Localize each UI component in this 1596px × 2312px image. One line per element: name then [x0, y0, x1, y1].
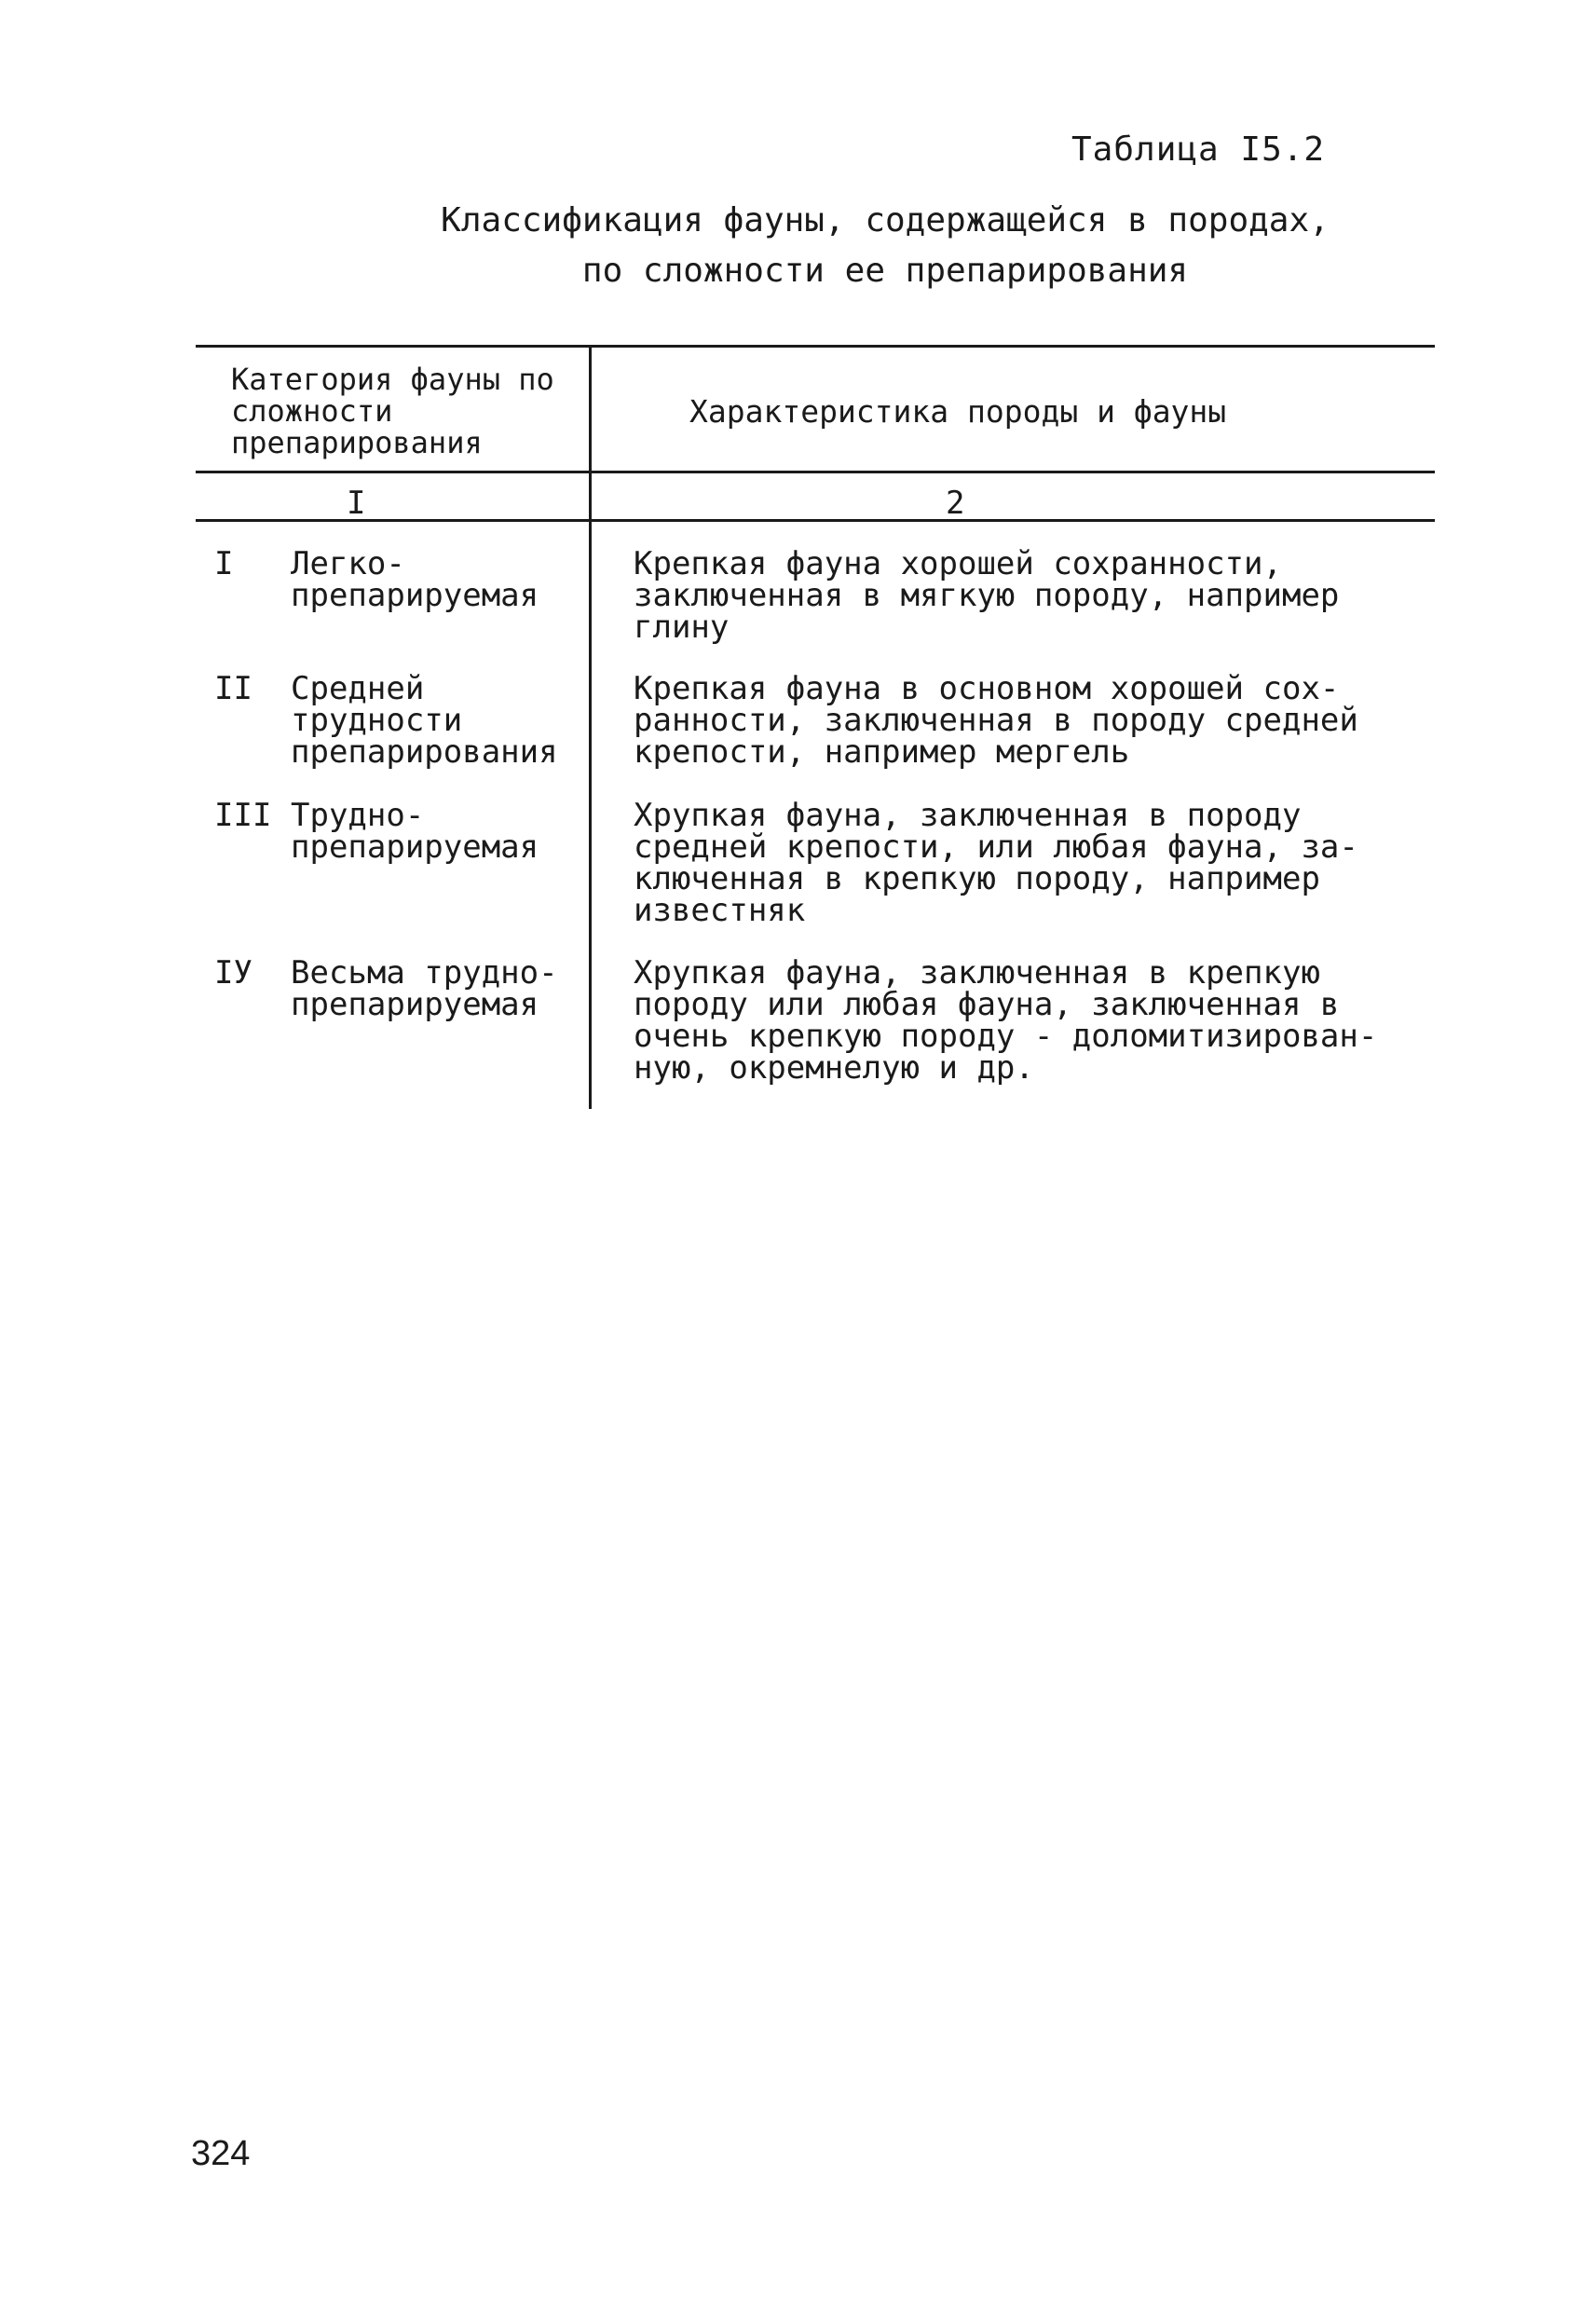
column-divider: [589, 345, 592, 1109]
row-category: Весьма трудно- препарируемая: [291, 954, 558, 1023]
row-category: Средней трудности препарирования: [291, 670, 558, 771]
column-number-1: I: [347, 485, 366, 522]
row-roman-numeral: II: [214, 670, 252, 707]
table-caption: [391, 196, 1379, 296]
caption-line-1: Классификация фауны, содержащейся в породах,: [441, 201, 1330, 239]
row-category: Легко- препарируемая: [291, 545, 539, 614]
row-category: Трудно- препарируемая: [291, 797, 539, 866]
caption-line-2: по сложности ее препарирования: [581, 252, 1189, 290]
row-roman-numeral: I: [214, 545, 234, 582]
header-bottom-rule: [196, 471, 1435, 473]
page-number: 324: [191, 2134, 251, 2173]
table-top-rule: [196, 345, 1435, 348]
row-description: Хрупкая фауна, заключенная в породу средней крепости, или любая фауна, за- ключенная в крепкую породу, например известняк: [634, 797, 1358, 929]
column-number-2: 2: [946, 485, 965, 522]
row-roman-numeral: III: [214, 797, 272, 834]
column-header-category: Категория фауны по сложности препарирования: [231, 362, 554, 460]
row-description: Крепкая фауна в основном хорошей сох- ранности, заключенная в породу средней крепости, например мергель: [634, 670, 1358, 771]
colnum-bottom-rule: [196, 519, 1435, 522]
row-description: Крепкая фауна хорошей сохранности, заключенная в мягкую породу, например глину: [634, 545, 1340, 646]
row-description: Хрупкая фауна, заключенная в крепкую породу или любая фауна, заключенная в очень крепкую породу - доломитизирован- ную, окремнелую и др.: [634, 954, 1378, 1087]
row-roman-numeral: IУ: [214, 954, 252, 992]
column-header-characteristics: Характеристика породы и фауны: [689, 393, 1227, 430]
table-label: Таблица I5.2: [1071, 130, 1326, 169]
